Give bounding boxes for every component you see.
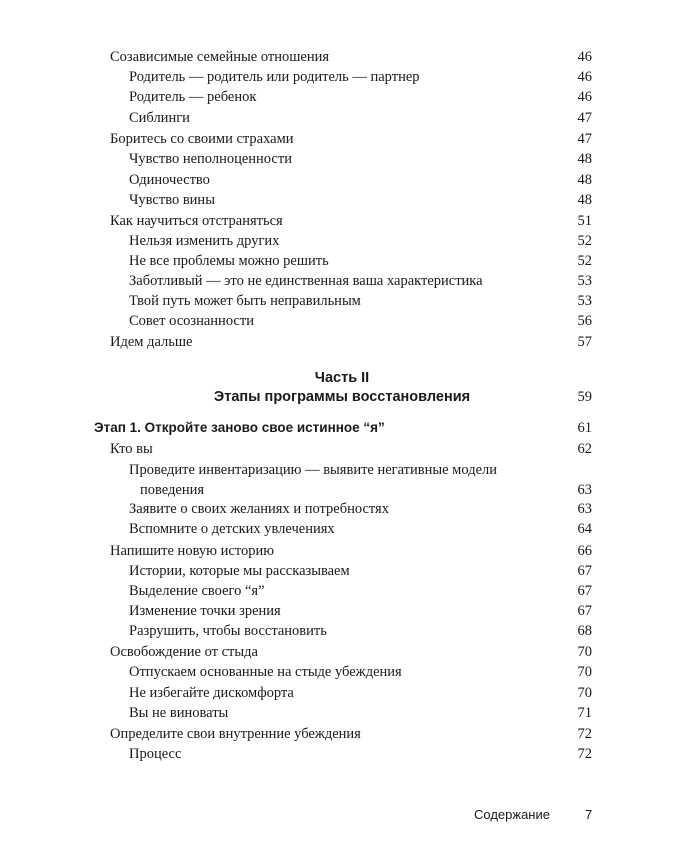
toc-entry-page: 47: [577, 110, 592, 126]
toc-entry-title: Сиблинги: [129, 110, 190, 126]
toc-entry: [0, 703, 684, 723]
toc-entry: [0, 291, 684, 311]
toc-entry: [0, 211, 684, 231]
toc-entry: [0, 190, 684, 210]
toc-entry-page: 72: [577, 726, 592, 742]
toc-entry-title: Заботливый — это не единственная ваша характеристика: [129, 273, 483, 289]
toc-entry-continuation: [0, 480, 684, 500]
toc-entry-title: Одиночество: [129, 172, 210, 188]
toc-entry-title: Проведите инвентаризацию — выявите негативные модели: [129, 462, 498, 478]
toc-entry: [0, 108, 684, 128]
toc-entry: [0, 47, 684, 67]
toc-entry-page: 70: [577, 644, 592, 660]
toc-entry-page: 57: [577, 334, 592, 350]
toc-entry-page: 71: [577, 705, 592, 721]
toc-entry-title: Разрушить, чтобы восстановить: [129, 623, 327, 639]
toc-entry: [0, 460, 684, 480]
toc-entry: [0, 561, 684, 581]
toc-entry-title: Совет осознанности: [129, 313, 254, 329]
toc-entry-page: 56: [577, 313, 592, 329]
toc-entry-page: 68: [577, 623, 592, 639]
footer-page-number: 7: [585, 807, 593, 822]
toc-entry-page: 46: [577, 49, 592, 65]
toc-entry-page: 53: [577, 273, 592, 289]
toc-entry: [0, 311, 684, 331]
toc-entry-page: 67: [577, 603, 592, 619]
toc-entry-page: 70: [577, 664, 592, 680]
toc-entry: [0, 129, 684, 149]
toc-entry-page: 51: [577, 213, 592, 229]
toc-entry: [0, 231, 684, 251]
toc-entry: [0, 499, 684, 519]
toc-entry-title: Нельзя изменить других: [129, 233, 280, 249]
toc-entry: [0, 581, 684, 601]
toc-entry-title: Чувство вины: [129, 192, 215, 208]
toc-entry-title: поведения: [140, 482, 205, 498]
toc-entry: [0, 541, 684, 561]
toc-entry: [0, 67, 684, 87]
toc-entry: [0, 621, 684, 641]
toc-entry-page: 72: [577, 746, 592, 762]
toc-entry: [0, 642, 684, 662]
toc-entry-title: Не избегайте дискомфорта: [129, 685, 294, 701]
toc-entry: [0, 683, 684, 703]
toc-entry-title: Заявите о своих желаниях и потребностях: [129, 501, 389, 517]
toc-entry-page: 62: [577, 441, 592, 457]
footer-section-label: Содержание: [474, 807, 550, 822]
toc-entry-page: 46: [577, 89, 592, 105]
toc-entry-title: Идем дальше: [110, 334, 193, 350]
toc-entry-title: Отпускаем основанные на стыде убеждения: [129, 664, 402, 680]
stage-entry: [0, 418, 684, 438]
toc-entry: [0, 251, 684, 271]
toc-entry: [0, 662, 684, 682]
toc-entry-page: 67: [577, 563, 592, 579]
toc-entry-page: 48: [577, 192, 592, 208]
toc-entry: [0, 271, 684, 291]
stage-page: 61: [577, 420, 592, 436]
toc-entry-title: Освобождение от стыда: [110, 644, 258, 660]
toc-entry: [0, 332, 684, 352]
toc-entry-page: 52: [577, 253, 592, 269]
toc-entry: [0, 87, 684, 107]
part-title: Этапы программы восстановления: [213, 389, 471, 405]
toc-entry-title: Выделение своего “я”: [129, 583, 265, 599]
toc-entry-page: 63: [577, 482, 592, 498]
toc-entry-title: Вы не виноваты: [129, 705, 229, 721]
toc-entry-title: Как научиться отстраняться: [110, 213, 283, 229]
toc-entry-title: Определите свои внутренние убеждения: [110, 726, 361, 742]
toc-entry: [0, 149, 684, 169]
toc-entry-page: 52: [577, 233, 592, 249]
toc-entry-title: Родитель — ребенок: [129, 89, 257, 105]
toc-entry-page: 48: [577, 172, 592, 188]
toc-entry-page: 48: [577, 151, 592, 167]
toc-entry-title: Боритесь со своими страхами: [110, 131, 294, 147]
toc-entry-title: Напишите новую историю: [110, 543, 275, 559]
toc-entry-page: 64: [577, 521, 592, 537]
toc-entry-page: 47: [577, 131, 592, 147]
toc-entry-title: Чувство неполноценности: [129, 151, 292, 167]
toc-entry-title: Процесс: [129, 746, 182, 762]
stage-title: Этап 1. Откройте заново свое истинное “я”: [94, 420, 385, 435]
toc-entry: [0, 519, 684, 539]
toc-entry: [0, 724, 684, 744]
toc-entry: [0, 601, 684, 621]
part-page: 59: [577, 389, 592, 405]
toc-entry-title: Истории, которые мы рассказываем: [129, 563, 350, 579]
toc-entry-title: Не все проблемы можно решить: [129, 253, 329, 269]
toc-entry-page: 46: [577, 69, 592, 85]
toc-entry-title: Изменение точки зрения: [129, 603, 281, 619]
toc-entry-page: 70: [577, 685, 592, 701]
toc-entry: [0, 439, 684, 459]
toc-entry-page: 53: [577, 293, 592, 309]
toc-entry-page: 63: [577, 501, 592, 517]
part-label: Часть II: [314, 370, 370, 386]
toc-entry: [0, 170, 684, 190]
toc-entry-title: Кто вы: [110, 441, 153, 457]
toc-entry-page: 66: [577, 543, 592, 559]
toc-entry: [0, 744, 684, 764]
toc-entry-page: 67: [577, 583, 592, 599]
toc-entry-title: Родитель — родитель или родитель — партнер: [129, 69, 420, 85]
toc-entry-title: Созависимые семейные отношения: [110, 49, 330, 65]
toc-entry-title: Вспомните о детских увлечениях: [129, 521, 335, 537]
toc-entry-title: Твой путь может быть неправильным: [129, 293, 361, 309]
